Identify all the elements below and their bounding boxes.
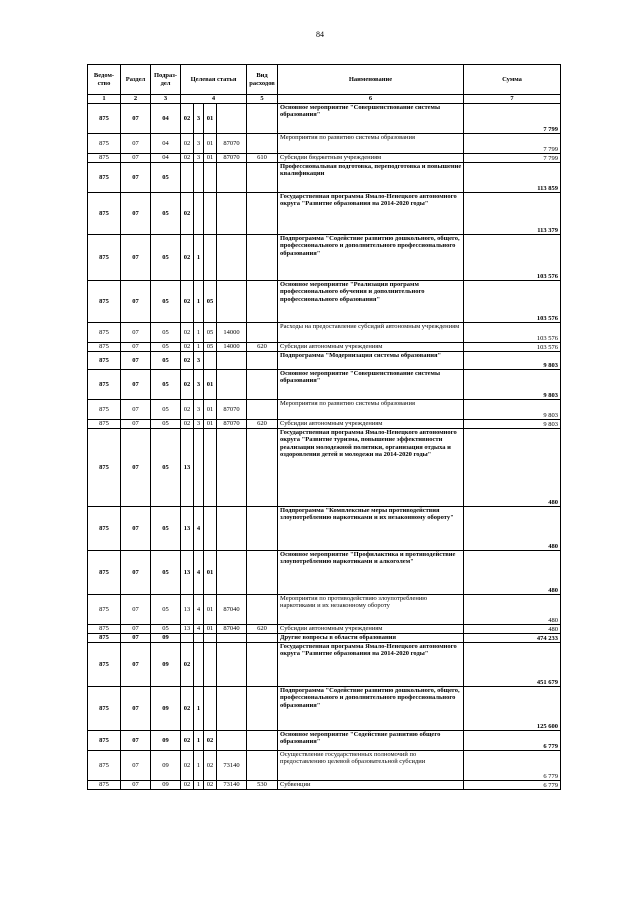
cell-program: 02 [181, 134, 194, 154]
table-row [88, 420, 561, 429]
table-row [88, 343, 561, 352]
cell-direction [217, 163, 247, 193]
col-number: 6 [278, 95, 464, 104]
cell-name: Другие вопросы в области образования [278, 634, 464, 643]
cell-podrazdel: 05 [151, 595, 181, 625]
table-row [88, 634, 561, 643]
cell-sum: 103 576 [464, 281, 561, 323]
cell-vedomstvo: 875 [88, 281, 121, 323]
table-row [88, 104, 561, 134]
cell-vedomstvo: 875 [88, 551, 121, 595]
cell-name: Расходы на предоставление субсидий автономным учреждениям [278, 323, 464, 343]
cell-vedomstvo: 875 [88, 781, 121, 790]
cell-direction: 87070 [217, 154, 247, 163]
cell-razdel: 07 [121, 634, 151, 643]
cell-subprogram: 4 [194, 625, 204, 634]
cell-podrazdel: 05 [151, 370, 181, 400]
cell-sum: 480 [464, 625, 561, 634]
cell-podrazdel: 05 [151, 507, 181, 551]
cell-subprogram: 1 [194, 235, 204, 281]
cell-program: 02 [181, 370, 194, 400]
cell-sum: 480 [464, 595, 561, 625]
cell-sum: 7 799 [464, 134, 561, 154]
cell-podrazdel: 09 [151, 643, 181, 687]
cell-razdel: 07 [121, 551, 151, 595]
table-row [88, 352, 561, 370]
cell-program: 02 [181, 687, 194, 731]
cell-activity [204, 634, 217, 643]
cell-vedomstvo: 875 [88, 429, 121, 507]
cell-activity: 01 [204, 154, 217, 163]
table-row [88, 751, 561, 781]
cell-podrazdel: 04 [151, 104, 181, 134]
cell-expense-type [247, 323, 278, 343]
cell-subprogram: 1 [194, 343, 204, 352]
cell-vedomstvo: 875 [88, 595, 121, 625]
cell-vedomstvo: 875 [88, 420, 121, 429]
cell-program: 02 [181, 235, 194, 281]
cell-activity [204, 643, 217, 687]
cell-vedomstvo: 875 [88, 134, 121, 154]
cell-subprogram: 1 [194, 281, 204, 323]
cell-activity [204, 193, 217, 235]
cell-razdel: 07 [121, 625, 151, 634]
cell-sum: 125 600 [464, 687, 561, 731]
cell-vedomstvo: 875 [88, 104, 121, 134]
cell-name: Субвенции [278, 781, 464, 790]
cell-podrazdel: 05 [151, 343, 181, 352]
cell-expense-type [247, 134, 278, 154]
cell-name: Основное мероприятие "Совершенствование системы образования" [278, 104, 464, 134]
cell-direction [217, 235, 247, 281]
cell-direction [217, 281, 247, 323]
cell-direction [217, 507, 247, 551]
cell-direction [217, 731, 247, 751]
cell-razdel: 07 [121, 193, 151, 235]
cell-razdel: 07 [121, 163, 151, 193]
cell-direction: 87070 [217, 134, 247, 154]
cell-podrazdel: 09 [151, 687, 181, 731]
col-number: 3 [151, 95, 181, 104]
cell-sum: 480 [464, 429, 561, 507]
table-row [88, 163, 561, 193]
cell-podrazdel: 05 [151, 429, 181, 507]
cell-razdel: 07 [121, 751, 151, 781]
cell-direction [217, 104, 247, 134]
cell-name: Государственная программа Ямало-Ненецкого автономного округа "Развитие туризма, повышение эффективности реализации молодежной политики, организация отдыха и оздоровления детей и молодежи на 2014-2020 годы" [278, 429, 464, 507]
cell-subprogram [194, 193, 204, 235]
cell-direction: 73140 [217, 751, 247, 781]
cell-sum: 474 233 [464, 634, 561, 643]
cell-activity [204, 235, 217, 281]
cell-expense-type [247, 751, 278, 781]
cell-subprogram [194, 429, 204, 507]
cell-vedomstvo: 875 [88, 352, 121, 370]
cell-razdel: 07 [121, 370, 151, 400]
cell-subprogram: 4 [194, 507, 204, 551]
cell-sum: 9 803 [464, 370, 561, 400]
cell-expense-type [247, 400, 278, 420]
cell-vedomstvo: 875 [88, 507, 121, 551]
cell-program: 13 [181, 625, 194, 634]
cell-razdel: 07 [121, 235, 151, 281]
cell-program: 02 [181, 420, 194, 429]
cell-name: Осуществление государственных полномочий по предоставлению целевой образовательной субсидии [278, 751, 464, 781]
cell-activity: 01 [204, 595, 217, 625]
cell-podrazdel: 05 [151, 323, 181, 343]
cell-program [181, 634, 194, 643]
cell-name: Мероприятия по противодействию злоупотреблению наркотиками и их незаконному обороту [278, 595, 464, 625]
cell-program: 02 [181, 731, 194, 751]
cell-razdel: 07 [121, 420, 151, 429]
cell-program: 02 [181, 751, 194, 781]
cell-podrazdel: 04 [151, 134, 181, 154]
cell-razdel: 07 [121, 104, 151, 134]
budget-table [87, 64, 561, 790]
cell-name: Государственная программа Ямало-Ненецкого автономного округа "Развитие образования на 2014-2020 годы" [278, 643, 464, 687]
table-row [88, 687, 561, 731]
cell-razdel: 07 [121, 400, 151, 420]
header-target-article: Целевая статья [181, 65, 247, 95]
page-number: 84 [316, 30, 324, 39]
cell-vedomstvo: 875 [88, 400, 121, 420]
cell-expense-type: 620 [247, 343, 278, 352]
cell-activity: 01 [204, 134, 217, 154]
table-row [88, 643, 561, 687]
table-row [88, 507, 561, 551]
cell-direction: 73140 [217, 781, 247, 790]
cell-activity: 01 [204, 370, 217, 400]
cell-podrazdel: 05 [151, 352, 181, 370]
cell-vedomstvo: 875 [88, 643, 121, 687]
cell-direction [217, 551, 247, 595]
cell-sum: 480 [464, 551, 561, 595]
cell-vedomstvo: 875 [88, 731, 121, 751]
col-number: 7 [464, 95, 561, 104]
cell-expense-type: 620 [247, 625, 278, 634]
cell-razdel: 07 [121, 731, 151, 751]
cell-direction: 14000 [217, 323, 247, 343]
column-number-row [88, 95, 561, 104]
cell-vedomstvo: 875 [88, 193, 121, 235]
cell-program: 02 [181, 104, 194, 134]
cell-activity [204, 507, 217, 551]
cell-sum: 9 803 [464, 352, 561, 370]
cell-subprogram: 1 [194, 781, 204, 790]
cell-sum: 103 576 [464, 235, 561, 281]
cell-name: Основное мероприятие "Реализация программ профессионального обучения и дополнительного профессионального образования" [278, 281, 464, 323]
cell-subprogram: 3 [194, 104, 204, 134]
table-row [88, 625, 561, 634]
cell-razdel: 07 [121, 343, 151, 352]
cell-vedomstvo: 875 [88, 370, 121, 400]
header-name: Наименование [278, 65, 464, 95]
cell-activity: 01 [204, 420, 217, 429]
cell-program: 13 [181, 551, 194, 595]
cell-activity: 01 [204, 104, 217, 134]
cell-program: 02 [181, 352, 194, 370]
header-vedomstvo: Ведом-ство [88, 65, 121, 95]
cell-direction: 14000 [217, 343, 247, 352]
cell-sum: 6 779 [464, 751, 561, 781]
cell-activity [204, 687, 217, 731]
cell-direction [217, 687, 247, 731]
cell-activity: 02 [204, 751, 217, 781]
cell-name: Подпрограмма "Модернизация системы образования" [278, 352, 464, 370]
cell-expense-type [247, 370, 278, 400]
cell-podrazdel: 09 [151, 634, 181, 643]
cell-program: 13 [181, 507, 194, 551]
cell-name: Основное мероприятие "Содействие развитию общего образования" [278, 731, 464, 751]
cell-sum: 103 576 [464, 343, 561, 352]
cell-podrazdel: 09 [151, 731, 181, 751]
cell-sum: 451 679 [464, 643, 561, 687]
cell-sum: 113 859 [464, 163, 561, 193]
cell-vedomstvo: 875 [88, 235, 121, 281]
cell-expense-type [247, 104, 278, 134]
cell-name: Мероприятия по развитию системы образования [278, 400, 464, 420]
cell-activity [204, 163, 217, 193]
cell-subprogram: 4 [194, 595, 204, 625]
cell-razdel: 07 [121, 323, 151, 343]
cell-program: 02 [181, 154, 194, 163]
cell-razdel: 07 [121, 281, 151, 323]
table-row [88, 429, 561, 507]
cell-expense-type [247, 163, 278, 193]
cell-activity: 01 [204, 400, 217, 420]
cell-subprogram [194, 634, 204, 643]
cell-podrazdel: 05 [151, 163, 181, 193]
cell-program: 02 [181, 193, 194, 235]
cell-sum: 480 [464, 507, 561, 551]
cell-razdel: 07 [121, 595, 151, 625]
table-row [88, 134, 561, 154]
cell-name: Подпрограмма "Содействие развитию дошкольного, общего, профессионального и дополнительного профессионального образования" [278, 687, 464, 731]
cell-podrazdel: 05 [151, 400, 181, 420]
cell-podrazdel: 05 [151, 235, 181, 281]
cell-expense-type [247, 687, 278, 731]
cell-sum: 7 799 [464, 104, 561, 134]
cell-subprogram: 3 [194, 134, 204, 154]
cell-podrazdel: 04 [151, 154, 181, 163]
cell-name: Подпрограмма "Комплексные меры противодействия злоупотреблению наркотиками и их незаконному обороту" [278, 507, 464, 551]
cell-razdel: 07 [121, 643, 151, 687]
cell-vedomstvo: 875 [88, 163, 121, 193]
cell-subprogram [194, 163, 204, 193]
cell-direction [217, 193, 247, 235]
cell-vedomstvo: 875 [88, 343, 121, 352]
cell-activity: 01 [204, 625, 217, 634]
cell-activity: 02 [204, 781, 217, 790]
cell-name: Подпрограмма "Содействие развитию дошкольного, общего, профессионального и дополнительного профессионального образования" [278, 235, 464, 281]
cell-subprogram: 1 [194, 731, 204, 751]
cell-direction: 87040 [217, 625, 247, 634]
cell-program: 13 [181, 429, 194, 507]
cell-subprogram: 4 [194, 551, 204, 595]
table-row [88, 731, 561, 751]
cell-podrazdel: 05 [151, 193, 181, 235]
cell-expense-type [247, 507, 278, 551]
table-row [88, 323, 561, 343]
cell-expense-type: 530 [247, 781, 278, 790]
cell-expense-type [247, 193, 278, 235]
col-number: 1 [88, 95, 121, 104]
cell-activity: 02 [204, 731, 217, 751]
cell-program: 13 [181, 595, 194, 625]
cell-razdel: 07 [121, 429, 151, 507]
cell-name: Государственная программа Ямало-Ненецкого автономного округа "Развитие образования на 2014-2020 годы" [278, 193, 464, 235]
cell-podrazdel: 05 [151, 420, 181, 429]
cell-program: 02 [181, 323, 194, 343]
cell-name: Основное мероприятие "Профилактика и противодействие злоупотреблению наркотиками и алкоголем" [278, 551, 464, 595]
cell-program: 02 [181, 281, 194, 323]
cell-expense-type [247, 429, 278, 507]
cell-vedomstvo: 875 [88, 323, 121, 343]
cell-name: Субсидии бюджетным учреждениям [278, 154, 464, 163]
cell-podrazdel: 09 [151, 751, 181, 781]
cell-subprogram: 1 [194, 687, 204, 731]
cell-podrazdel: 05 [151, 551, 181, 595]
cell-activity: 01 [204, 551, 217, 595]
cell-expense-type [247, 731, 278, 751]
cell-razdel: 07 [121, 507, 151, 551]
col-number: 4 [181, 95, 247, 104]
cell-name: Субсидии автономным учреждениям [278, 343, 464, 352]
cell-expense-type [247, 235, 278, 281]
cell-razdel: 07 [121, 134, 151, 154]
header-sum: Сумма [464, 65, 561, 95]
cell-expense-type: 610 [247, 154, 278, 163]
cell-sum: 7 799 [464, 154, 561, 163]
cell-podrazdel: 05 [151, 625, 181, 634]
cell-expense-type [247, 281, 278, 323]
cell-subprogram: 3 [194, 154, 204, 163]
cell-razdel: 07 [121, 352, 151, 370]
cell-program: 02 [181, 781, 194, 790]
cell-podrazdel: 09 [151, 781, 181, 790]
table-row [88, 235, 561, 281]
table-row [88, 370, 561, 400]
cell-vedomstvo: 875 [88, 751, 121, 781]
cell-program [181, 163, 194, 193]
cell-activity [204, 352, 217, 370]
cell-sum: 6 779 [464, 781, 561, 790]
cell-vedomstvo: 875 [88, 687, 121, 731]
header-podrazdel: Подраз-дел [151, 65, 181, 95]
header-row [88, 65, 561, 95]
header-expense-type: Вид расходов [247, 65, 278, 95]
cell-subprogram [194, 643, 204, 687]
cell-expense-type [247, 352, 278, 370]
table-row [88, 595, 561, 625]
cell-name: Мероприятия по развитию системы образования [278, 134, 464, 154]
cell-sum: 103 576 [464, 323, 561, 343]
cell-direction: 87070 [217, 420, 247, 429]
cell-vedomstvo: 875 [88, 634, 121, 643]
cell-direction [217, 370, 247, 400]
cell-activity [204, 429, 217, 507]
cell-expense-type [247, 551, 278, 595]
cell-expense-type [247, 634, 278, 643]
table-row [88, 193, 561, 235]
cell-activity: 05 [204, 323, 217, 343]
cell-expense-type [247, 643, 278, 687]
cell-name: Субсидии автономным учреждениям [278, 420, 464, 429]
cell-sum: 9 803 [464, 420, 561, 429]
cell-direction [217, 643, 247, 687]
cell-direction: 87040 [217, 595, 247, 625]
cell-sum: 9 803 [464, 400, 561, 420]
cell-direction [217, 429, 247, 507]
cell-subprogram: 3 [194, 352, 204, 370]
cell-vedomstvo: 875 [88, 154, 121, 163]
cell-expense-type: 620 [247, 420, 278, 429]
cell-razdel: 07 [121, 687, 151, 731]
cell-subprogram: 3 [194, 370, 204, 400]
cell-direction [217, 634, 247, 643]
cell-direction: 87070 [217, 400, 247, 420]
cell-sum: 113 379 [464, 193, 561, 235]
cell-vedomstvo: 875 [88, 625, 121, 634]
table-row [88, 281, 561, 323]
cell-name: Основное мероприятие "Совершенствование системы образования" [278, 370, 464, 400]
table-row [88, 551, 561, 595]
table-row [88, 781, 561, 790]
table-row [88, 400, 561, 420]
table-row [88, 154, 561, 163]
cell-program: 02 [181, 643, 194, 687]
cell-subprogram: 1 [194, 751, 204, 781]
cell-razdel: 07 [121, 154, 151, 163]
cell-name: Профессиональная подготовка, переподготовка и повышение квалификации [278, 163, 464, 193]
cell-expense-type [247, 595, 278, 625]
cell-name: Субсидии автономным учреждениям [278, 625, 464, 634]
cell-program: 02 [181, 343, 194, 352]
cell-program: 02 [181, 400, 194, 420]
cell-subprogram: 1 [194, 323, 204, 343]
col-number: 5 [247, 95, 278, 104]
cell-razdel: 07 [121, 781, 151, 790]
cell-subprogram: 3 [194, 420, 204, 429]
cell-direction [217, 352, 247, 370]
col-number: 2 [121, 95, 151, 104]
cell-activity: 05 [204, 281, 217, 323]
header-razdel: Раздел [121, 65, 151, 95]
cell-activity: 05 [204, 343, 217, 352]
cell-subprogram: 3 [194, 400, 204, 420]
cell-podrazdel: 05 [151, 281, 181, 323]
cell-sum: 6 779 [464, 731, 561, 751]
